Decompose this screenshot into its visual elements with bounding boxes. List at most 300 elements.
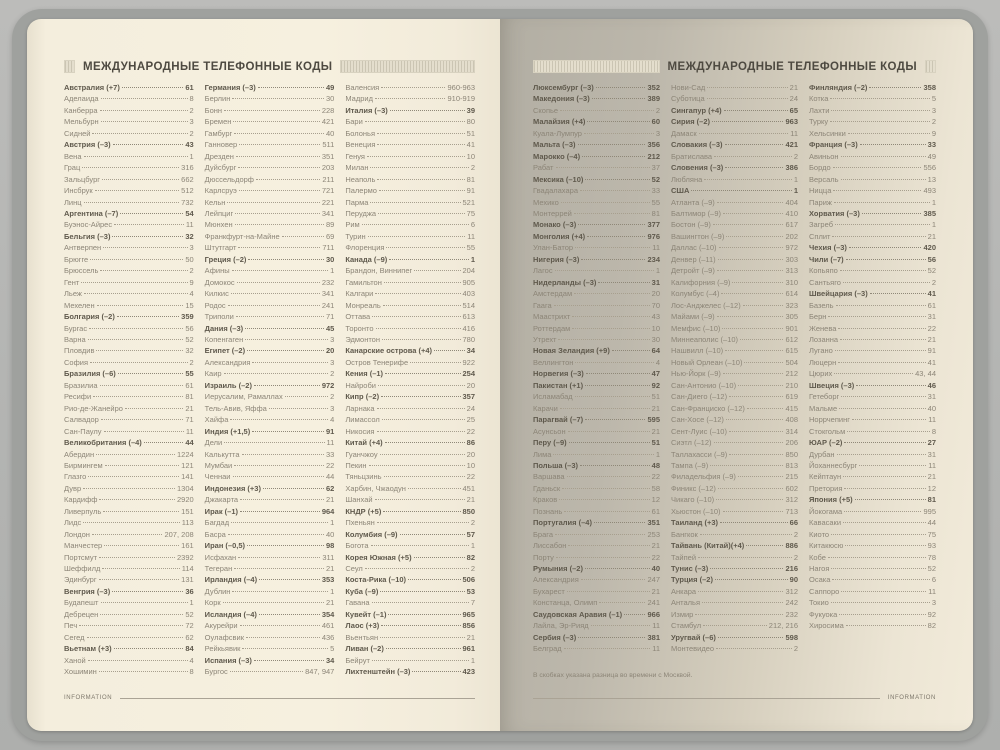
dot-leader <box>725 350 783 351</box>
city-row <box>533 106 660 117</box>
entry-code: 4 <box>330 415 335 425</box>
entry-name: Мемфис (–10) <box>671 323 721 333</box>
entry-name: Испания (–3) <box>204 655 252 665</box>
dot-leader <box>837 454 926 455</box>
entry-code: 22 <box>927 323 936 333</box>
dot-leader <box>231 522 328 523</box>
entry-code: 619 <box>785 392 798 402</box>
dot-leader <box>93 396 183 397</box>
city-row <box>345 312 475 323</box>
dot-leader <box>242 648 328 649</box>
dot-leader <box>87 637 184 638</box>
dot-leader <box>844 442 925 443</box>
country-row <box>345 644 475 655</box>
entry-code: 92 <box>927 609 936 619</box>
entry-name: Нигерия (–3) <box>533 254 580 264</box>
entry-name: Монголия (+4) <box>533 231 586 241</box>
city-row <box>345 243 475 254</box>
entry-code: 421 <box>785 140 798 150</box>
entry-code: 52 <box>927 266 936 276</box>
entry-code: 2 <box>793 644 798 654</box>
city-row <box>809 530 936 541</box>
city-row <box>671 484 798 495</box>
city-row <box>809 564 936 575</box>
city-row <box>809 106 936 117</box>
entry-code: 253 <box>647 529 660 539</box>
entry-name: Берлин <box>204 94 231 104</box>
dot-leader <box>259 614 320 615</box>
dot-leader <box>729 431 784 432</box>
dot-leader <box>559 499 649 500</box>
footer-rule <box>120 698 475 699</box>
dot-leader <box>585 385 650 386</box>
dot-leader <box>285 396 328 397</box>
entry-code: 43, 44 <box>915 369 936 379</box>
entry-code: 36 <box>185 586 194 596</box>
dot-leader <box>568 431 650 432</box>
entry-name: Бухарест <box>533 586 565 596</box>
entry-name: Инсбрук <box>64 186 93 196</box>
entry-name: Ханой <box>64 655 86 665</box>
dot-leader <box>584 133 654 134</box>
entry-name: Шанхай <box>345 495 373 505</box>
dot-leader <box>112 236 183 237</box>
city-row <box>533 404 660 415</box>
city-row <box>533 243 660 254</box>
entry-name: Карачи <box>533 403 558 413</box>
city-row <box>345 598 475 609</box>
dot-leader <box>832 236 925 237</box>
entry-name: Сидней <box>64 128 91 138</box>
entry-name: Атланта (–9) <box>671 197 715 207</box>
dot-leader <box>848 133 930 134</box>
entry-code: 847, 947 <box>305 667 335 677</box>
entry-name: Мальта (–3) <box>533 140 576 150</box>
entry-code: 8 <box>189 94 194 104</box>
country-row <box>345 346 475 357</box>
entry-name: Болгария (–2) <box>64 312 115 322</box>
dot-leader <box>377 522 469 523</box>
entry-name: Великобритания (–4) <box>64 438 142 448</box>
entry-name: Манчестер <box>64 541 103 551</box>
entry-code: 351 <box>647 518 660 528</box>
entry-code: 2 <box>793 151 798 161</box>
dot-leader <box>567 476 650 477</box>
dot-leader <box>100 270 187 271</box>
entry-name: Льеж <box>64 289 82 299</box>
entry-name: Ирак (–1) <box>204 506 238 516</box>
dot-leader <box>230 671 303 672</box>
entry-name: Люксембург (–3) <box>533 83 594 92</box>
entry-name: Франция (–3) <box>809 140 858 150</box>
city-row <box>64 484 194 495</box>
entry-name: Бремен <box>204 117 232 127</box>
dot-leader <box>569 442 650 443</box>
country-row <box>205 381 335 392</box>
entry-code: 408 <box>785 415 798 425</box>
entry-code: 34 <box>326 655 335 665</box>
city-row <box>64 404 194 415</box>
dot-leader <box>377 408 465 409</box>
city-row <box>671 415 798 426</box>
city-row <box>533 129 660 140</box>
dot-leader <box>564 648 651 649</box>
city-row <box>809 518 936 529</box>
entry-code: 31 <box>651 277 660 287</box>
dot-leader <box>234 568 324 569</box>
dot-leader <box>572 316 649 317</box>
country-row <box>809 438 936 449</box>
city-row <box>671 266 798 277</box>
entry-code: 41 <box>927 357 936 367</box>
city-row <box>205 621 335 632</box>
entry-name: Акурейри <box>204 621 238 631</box>
city-row <box>671 587 798 598</box>
entry-code: 1 <box>931 197 936 207</box>
entry-code: 11 <box>185 426 194 436</box>
dot-leader <box>835 350 926 351</box>
dot-leader <box>691 190 791 191</box>
entry-name: Нидерланды (–3) <box>533 277 597 287</box>
entry-code: 55 <box>185 369 194 379</box>
city-row <box>809 541 936 552</box>
entry-code: 512 <box>181 186 194 196</box>
city-row <box>205 175 335 186</box>
entry-name: Краков <box>533 495 558 505</box>
entry-name: Гуанчжоу <box>345 449 378 459</box>
city-row <box>809 129 936 140</box>
left-page-footer <box>64 695 475 701</box>
entry-name: Япония (+5) <box>809 495 853 505</box>
dot-leader <box>240 499 324 500</box>
city-row <box>671 369 798 380</box>
city-row <box>809 186 936 197</box>
entry-name: Копьяпо <box>809 266 838 276</box>
dot-leader <box>723 373 784 374</box>
city-row <box>533 198 660 209</box>
city-row <box>205 198 335 209</box>
entry-code: 93 <box>927 541 936 551</box>
city-row <box>64 667 194 678</box>
city-row <box>809 346 936 357</box>
entry-name: Чили (–7) <box>809 254 844 264</box>
entry-code: 64 <box>651 346 660 356</box>
dot-leader <box>118 373 184 374</box>
entry-code: 12 <box>927 483 936 493</box>
entry-name: Мальме <box>809 403 838 413</box>
entry-name: Тайпей <box>671 552 697 562</box>
entry-code: 24 <box>466 403 476 413</box>
entry-code: 5 <box>330 644 335 654</box>
entry-code: 1 <box>655 449 660 459</box>
city-row <box>64 495 194 506</box>
city-row <box>671 392 798 403</box>
dot-leader <box>852 419 926 420</box>
country-row <box>671 518 798 529</box>
entry-name: Суботица <box>671 94 705 104</box>
entry-name: Дублин <box>204 586 231 596</box>
entry-name: Гамильтон <box>345 277 382 287</box>
country-row <box>205 324 335 335</box>
entry-name: Канада (–9) <box>345 254 388 264</box>
entry-code: 357 <box>462 392 476 402</box>
city-row <box>533 507 660 518</box>
entry-code: 9 <box>931 128 936 138</box>
entry-name: Мумбаи <box>204 460 233 470</box>
dot-leader <box>385 373 460 374</box>
dot-leader <box>838 362 925 363</box>
dot-leader <box>832 579 929 580</box>
country-row <box>533 255 660 266</box>
entry-name: Осака <box>809 575 831 585</box>
entry-name: Исфахан <box>204 552 237 562</box>
dot-leader <box>717 316 784 317</box>
city-row <box>345 335 475 346</box>
city-row <box>671 301 798 312</box>
entry-code: 21 <box>651 403 660 413</box>
entry-code: 4 <box>189 655 194 665</box>
dot-leader <box>716 499 783 500</box>
dot-leader <box>710 568 783 569</box>
country-row <box>345 621 475 632</box>
city-row <box>64 198 194 209</box>
city-row <box>671 94 798 105</box>
country-row <box>345 392 475 403</box>
entry-code: 212 <box>647 151 660 161</box>
dot-leader <box>238 557 320 558</box>
dot-leader <box>99 579 180 580</box>
dot-leader <box>236 156 320 157</box>
entry-code: 47 <box>651 369 660 379</box>
city-row <box>64 472 194 483</box>
city-row <box>671 495 798 506</box>
entry-code: 13 <box>927 174 936 184</box>
entry-code: 2 <box>189 105 194 115</box>
entry-name: Токио <box>809 598 829 608</box>
entry-code: 963 <box>785 117 798 127</box>
entry-name: Лиссабон <box>533 541 567 551</box>
city-row <box>809 301 936 312</box>
entry-code: 70 <box>651 300 660 310</box>
city-row <box>205 152 335 163</box>
entry-code: 11 <box>652 243 660 253</box>
entry-code: 732 <box>181 197 194 207</box>
country-row <box>671 106 798 117</box>
city-row <box>64 564 194 575</box>
entry-name: Швеция (–3) <box>809 380 855 390</box>
city-row <box>64 324 194 335</box>
entry-code: 232 <box>321 277 335 287</box>
country-row <box>205 83 335 94</box>
country-row <box>533 175 660 186</box>
left-page <box>27 19 500 731</box>
city-row <box>64 461 194 472</box>
dot-leader <box>718 259 784 260</box>
entry-name: Сан-Франциско (–12) <box>671 403 745 413</box>
entry-name: Лагос <box>533 266 553 276</box>
dot-leader <box>90 259 183 260</box>
entry-name: Зальцбург <box>64 174 100 184</box>
dot-leader <box>381 625 460 626</box>
dot-leader <box>236 316 324 317</box>
dot-leader <box>726 419 784 420</box>
entry-name: Новая Зеландия (+9) <box>533 346 610 356</box>
city-row <box>64 129 194 140</box>
dot-leader <box>117 316 179 317</box>
dot-leader <box>710 465 783 466</box>
dot-leader <box>230 419 328 420</box>
entry-code: 436 <box>321 632 335 642</box>
city-row <box>345 656 475 667</box>
dot-leader <box>282 236 324 237</box>
entry-code: 21 <box>326 598 335 608</box>
city-row <box>345 220 475 231</box>
entry-code: 75 <box>466 208 476 218</box>
dot-leader <box>723 511 784 512</box>
city-row <box>64 415 194 426</box>
entry-name: Франкфурт-на-Майне <box>204 231 280 241</box>
entry-code: 2 <box>931 117 936 127</box>
dot-leader <box>377 133 465 134</box>
entry-name: Гетеборг <box>809 392 840 402</box>
entry-name: Анталья <box>671 598 701 608</box>
entry-code: 10 <box>466 460 476 470</box>
city-row <box>205 450 335 461</box>
country-row <box>809 255 936 266</box>
entry-code: 305 <box>785 312 798 322</box>
city-row <box>345 301 475 312</box>
entry-code: 995 <box>923 506 936 516</box>
entry-code: 254 <box>462 369 476 379</box>
dot-leader <box>235 213 320 214</box>
city-row <box>345 495 475 506</box>
codes-column <box>809 83 936 656</box>
entry-code: 48 <box>651 460 660 470</box>
city-row <box>671 278 798 289</box>
dot-leader <box>372 316 460 317</box>
dot-leader <box>847 431 930 432</box>
dot-leader <box>113 144 184 145</box>
entry-name: Лахти <box>809 105 830 115</box>
dot-leader <box>383 511 460 512</box>
entry-name: Кувейт (–1) <box>345 609 387 619</box>
entry-name: Турин <box>345 231 366 241</box>
entry-code: 3 <box>330 357 335 367</box>
entry-name: Братислава <box>671 151 713 161</box>
entry-name: Сан-Хосе (–12) <box>671 415 724 425</box>
entry-name: Тяньцзинь <box>345 472 382 482</box>
right-page <box>500 19 973 731</box>
entry-name: Даллас (–10) <box>671 243 717 253</box>
entry-name: Киото <box>809 529 830 539</box>
city-row <box>64 656 194 667</box>
entry-name: Ченнаи <box>204 472 231 482</box>
dot-leader <box>714 442 784 443</box>
entry-name: Хайфа <box>204 415 229 425</box>
entry-code: 960-963 <box>447 83 476 92</box>
entry-name: КНДР (+5) <box>345 506 382 516</box>
city-row <box>809 575 936 586</box>
entry-name: Александрия <box>533 575 579 585</box>
entry-name: Кардифф <box>64 495 98 505</box>
entry-code: 21 <box>326 495 335 505</box>
dot-leader <box>840 270 926 271</box>
entry-name: Пловдив <box>64 346 95 356</box>
dot-leader <box>740 339 783 340</box>
entry-code: 11 <box>928 460 936 470</box>
entry-code: 1 <box>470 655 476 665</box>
dot-leader <box>828 316 925 317</box>
country-row <box>809 243 936 254</box>
city-row <box>64 553 194 564</box>
country-row <box>64 644 194 655</box>
entry-name: Саудовская Аравия (–1) <box>533 609 623 619</box>
entry-code: 353 <box>321 575 335 585</box>
entry-name: Тампа (–9) <box>671 460 709 470</box>
entry-code: 212 <box>785 369 798 379</box>
city-row <box>671 289 798 300</box>
city-row <box>64 220 194 231</box>
city-row <box>671 324 798 335</box>
entry-name: Перу (–9) <box>533 438 567 448</box>
dot-leader <box>568 545 649 546</box>
entry-code: 21 <box>927 231 936 241</box>
entry-name: Сегед <box>64 632 85 642</box>
entry-code: 11 <box>185 220 194 230</box>
dot-leader <box>380 454 465 455</box>
entry-name: Авиньон <box>809 151 839 161</box>
entry-name: Венгрия (–3) <box>64 586 111 596</box>
city-row <box>809 94 936 105</box>
dot-leader <box>385 442 465 443</box>
entry-name: Рио-де-Жанейро <box>64 403 123 413</box>
entry-name: Нашвилл (–10) <box>671 346 724 356</box>
city-row <box>205 312 335 323</box>
entry-code: 98 <box>326 541 335 551</box>
city-row <box>671 152 798 163</box>
entry-code: 359 <box>181 312 194 322</box>
entry-name: Лима <box>533 449 552 459</box>
country-row <box>809 209 936 220</box>
left-page-header <box>64 59 475 74</box>
city-row <box>64 186 194 197</box>
entry-code: 323 <box>785 300 798 310</box>
country-row <box>533 220 660 231</box>
city-row <box>64 255 194 266</box>
entry-code: 922 <box>462 357 476 367</box>
entry-code: 403 <box>462 289 476 299</box>
entry-code: 423 <box>462 667 476 677</box>
entry-name: Ливерпуль <box>64 506 102 516</box>
entry-name: Базель <box>809 300 834 310</box>
entry-code: 662 <box>181 174 194 184</box>
entry-code: 341 <box>321 289 335 299</box>
entry-name: Бангкок <box>671 529 698 539</box>
entry-name: Порту <box>533 552 554 562</box>
entry-code: 21 <box>651 586 660 596</box>
footer-rule <box>533 698 880 699</box>
entry-code: 511 <box>322 140 335 150</box>
entry-name: Фукуока <box>809 609 838 619</box>
entry-code: 711 <box>322 243 335 253</box>
dot-leader <box>721 293 783 294</box>
city-row <box>205 667 335 678</box>
city-row <box>64 610 194 621</box>
country-row <box>345 369 475 380</box>
entry-name: Торонто <box>345 323 374 333</box>
dot-leader <box>836 305 926 306</box>
dot-leader <box>381 396 460 397</box>
